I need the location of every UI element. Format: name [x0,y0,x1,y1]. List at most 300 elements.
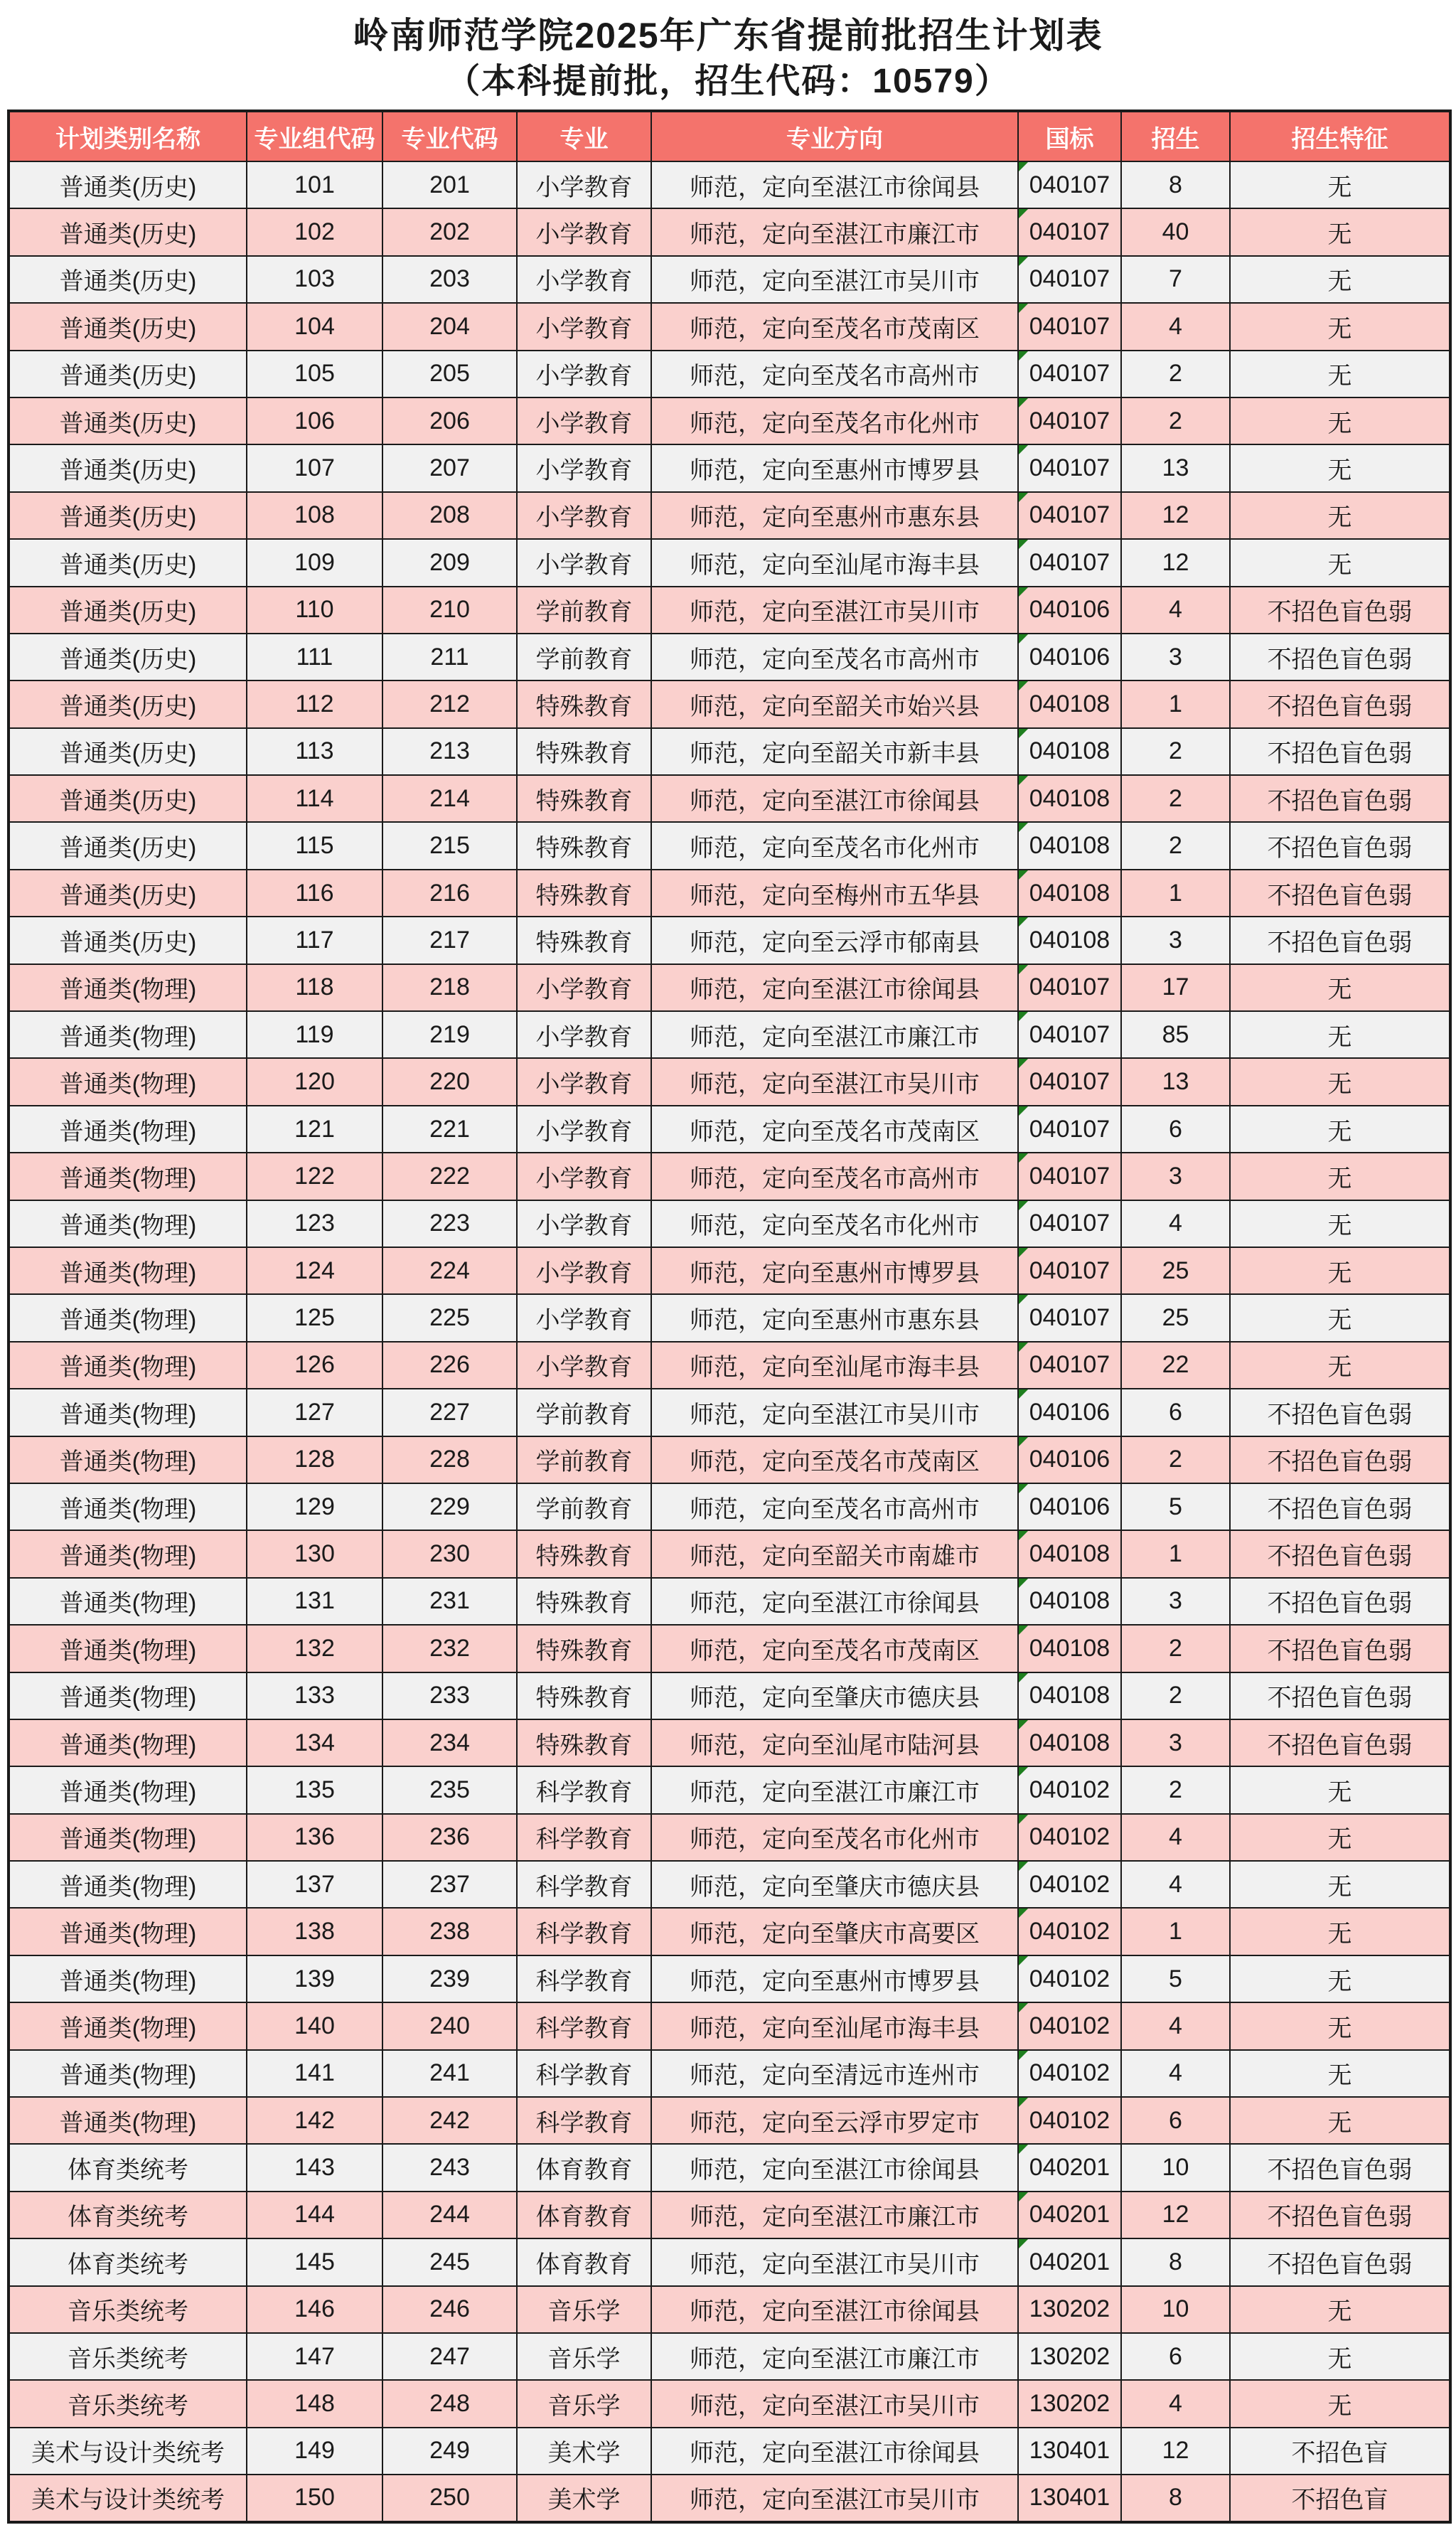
cell-major-code: 243 [382,2144,517,2191]
table-row [9,2002,1450,2049]
cell-major-code: 248 [382,2380,517,2427]
cell-gb-code: 040102 [1018,1955,1121,2002]
cell-direction: 师范，定向至茂名市化州市 [651,1814,1018,1861]
cell-gb-code: 040107 [1018,161,1121,208]
cell-gb-code: 040102 [1018,2097,1121,2144]
cell-group-code: 138 [247,1908,382,1955]
green-corner-flag-icon [1019,540,1028,549]
table-row [9,587,1450,634]
cell-direction: 师范，定向至云浮市罗定市 [651,2097,1018,2144]
cell-feature: 无 [1230,397,1450,444]
cell-gb-code: 040102 [1018,1814,1121,1861]
cell-quota: 85 [1121,1011,1230,1058]
cell-group-code: 140 [247,2002,382,2049]
cell-feature: 不招色盲色弱 [1230,822,1450,869]
cell-feature: 不招色盲色弱 [1230,1672,1450,1719]
cell-category: 普通类(物理) [9,1719,247,1766]
cell-major: 小学教育 [517,256,651,303]
cell-group-code: 114 [247,775,382,822]
cell-feature: 不招色盲 [1230,2475,1450,2521]
cell-major-code: 236 [382,1814,517,1861]
cell-major: 科学教育 [517,1908,651,1955]
green-corner-flag-icon [1019,1201,1028,1210]
cell-category: 美术与设计类统考 [9,2428,247,2475]
green-corner-flag-icon [1019,304,1028,313]
cell-direction: 师范，定向至湛江市廉江市 [651,1011,1018,1058]
table-row [9,208,1450,255]
cell-quota: 22 [1121,1342,1230,1389]
cell-group-code: 132 [247,1625,382,1672]
cell-group-code: 150 [247,2475,382,2521]
cell-major: 小学教育 [517,351,651,397]
cell-group-code: 105 [247,351,382,397]
cell-group-code: 135 [247,1766,382,1813]
cell-feature: 不招色盲色弱 [1230,775,1450,822]
cell-feature: 不招色盲 [1230,2428,1450,2475]
green-corner-flag-icon [1019,1248,1028,1257]
cell-direction: 师范，定向至云浮市郁南县 [651,917,1018,964]
table-row [9,2380,1450,2427]
cell-category: 普通类(历史) [9,870,247,917]
cell-major-code: 201 [382,161,517,208]
cell-quota: 6 [1121,2333,1230,2380]
cell-quota: 40 [1121,208,1230,255]
cell-major: 美术学 [517,2475,651,2521]
cell-major: 科学教育 [517,1766,651,1813]
cell-major-code: 207 [382,444,517,491]
col-header-category: 计划类别名称 [9,111,247,161]
cell-gb-code: 130202 [1018,2380,1121,2427]
cell-gb-code: 040107 [1018,1011,1121,1058]
cell-category: 体育类统考 [9,2144,247,2191]
table-row [9,917,1450,964]
cell-direction: 师范，定向至湛江市吴川市 [651,1389,1018,1436]
cell-gb-code: 130202 [1018,2286,1121,2333]
cell-gb-code: 040107 [1018,964,1121,1011]
table-row [9,964,1450,1011]
cell-group-code: 103 [247,256,382,303]
table-row [9,161,1450,208]
cell-group-code: 146 [247,2286,382,2333]
table-row [9,1625,1450,1672]
cell-category: 普通类(物理) [9,1153,247,1200]
cell-category: 普通类(历史) [9,351,247,397]
cell-group-code: 149 [247,2428,382,2475]
table-row [9,539,1450,586]
cell-direction: 师范，定向至湛江市吴川市 [651,587,1018,634]
cell-feature: 无 [1230,1106,1450,1153]
cell-quota: 13 [1121,1058,1230,1105]
table-row [9,2428,1450,2475]
cell-group-code: 125 [247,1294,382,1341]
cell-gb-code: 040102 [1018,2050,1121,2097]
cell-category: 普通类(物理) [9,1672,247,1719]
table-row [9,1389,1450,1436]
cell-quota: 3 [1121,634,1230,680]
cell-feature: 无 [1230,208,1450,255]
cell-group-code: 143 [247,2144,382,2191]
table-row [9,1483,1450,1530]
cell-quota: 2 [1121,1672,1230,1719]
cell-quota: 4 [1121,1861,1230,1908]
cell-direction: 师范，定向至清远市连州市 [651,2050,1018,2097]
cell-major: 体育教育 [517,2192,651,2238]
cell-feature: 无 [1230,2002,1450,2049]
cell-feature: 不招色盲色弱 [1230,1625,1450,1672]
cell-group-code: 109 [247,539,382,586]
cell-quota: 5 [1121,1955,1230,2002]
cell-major: 特殊教育 [517,1625,651,1672]
cell-category: 普通类(物理) [9,1106,247,1153]
cell-category: 普通类(历史) [9,680,247,727]
green-corner-flag-icon [1019,1956,1028,1965]
col-header-gb: 国标 [1018,111,1121,161]
cell-group-code: 118 [247,964,382,1011]
cell-direction: 师范，定向至肇庆市德庆县 [651,1861,1018,1908]
cell-major: 科学教育 [517,2097,651,2144]
cell-major: 体育教育 [517,2238,651,2285]
cell-group-code: 131 [247,1578,382,1625]
cell-category: 普通类(历史) [9,161,247,208]
green-corner-flag-icon [1019,1059,1028,1068]
cell-category: 体育类统考 [9,2192,247,2238]
cell-direction: 师范，定向至汕尾市海丰县 [651,1342,1018,1389]
green-corner-flag-icon [1019,634,1028,644]
cell-quota: 12 [1121,539,1230,586]
cell-feature: 无 [1230,1955,1450,2002]
cell-group-code: 136 [247,1814,382,1861]
cell-feature: 无 [1230,444,1450,491]
cell-category: 普通类(历史) [9,917,247,964]
cell-major: 小学教育 [517,444,651,491]
cell-category: 普通类(历史) [9,208,247,255]
table-row [9,2144,1450,2191]
cell-direction: 师范，定向至茂名市茂南区 [651,1436,1018,1483]
cell-category: 普通类(物理) [9,1908,247,1955]
cell-gb-code: 040107 [1018,208,1121,255]
cell-group-code: 130 [247,1530,382,1577]
cell-quota: 2 [1121,1766,1230,1813]
cell-feature: 无 [1230,1814,1450,1861]
cell-direction: 师范，定向至惠州市惠东县 [651,492,1018,539]
cell-direction: 师范，定向至湛江市吴川市 [651,1058,1018,1105]
cell-major: 小学教育 [517,964,651,1011]
cell-major: 特殊教育 [517,917,651,964]
table-row [9,351,1450,397]
cell-feature: 无 [1230,964,1450,1011]
cell-gb-code: 040201 [1018,2238,1121,2285]
cell-major-code: 242 [382,2097,517,2144]
cell-quota: 25 [1121,1294,1230,1341]
cell-gb-code: 040107 [1018,1106,1121,1153]
cell-major: 美术学 [517,2428,651,2475]
cell-gb-code: 130401 [1018,2428,1121,2475]
cell-direction: 师范，定向至惠州市博罗县 [651,1247,1018,1294]
table-row [9,1530,1450,1577]
cell-major: 小学教育 [517,1294,651,1341]
cell-major-code: 237 [382,1861,517,1908]
cell-major-code: 203 [382,256,517,303]
cell-quota: 1 [1121,1908,1230,1955]
cell-major: 特殊教育 [517,1578,651,1625]
cell-gb-code: 040108 [1018,917,1121,964]
table-body [9,161,1450,2522]
cell-quota: 1 [1121,680,1230,727]
table-row [9,1153,1450,1200]
green-corner-flag-icon [1019,681,1028,690]
cell-direction: 师范，定向至湛江市徐闻县 [651,1578,1018,1625]
cell-quota: 3 [1121,917,1230,964]
cell-major: 学前教育 [517,1436,651,1483]
table-row [9,1294,1450,1341]
cell-quota: 1 [1121,870,1230,917]
green-corner-flag-icon [1019,1909,1028,1918]
cell-category: 普通类(历史) [9,728,247,775]
cell-major: 科学教育 [517,2050,651,2097]
cell-group-code: 117 [247,917,382,964]
cell-major-code: 233 [382,1672,517,1719]
cell-gb-code: 040108 [1018,870,1121,917]
cell-group-code: 112 [247,680,382,727]
cell-feature: 无 [1230,1058,1450,1105]
cell-direction: 师范，定向至茂名市茂南区 [651,1106,1018,1153]
cell-gb-code: 040108 [1018,822,1121,869]
cell-group-code: 142 [247,2097,382,2144]
table-row [9,1861,1450,1908]
cell-gb-code: 040107 [1018,1294,1121,1341]
cell-feature: 无 [1230,1861,1450,1908]
green-corner-flag-icon [1019,1815,1028,1824]
cell-category: 普通类(物理) [9,1814,247,1861]
cell-gb-code: 040102 [1018,1766,1121,1813]
cell-major: 科学教育 [517,2002,651,2049]
cell-feature: 无 [1230,256,1450,303]
cell-category: 普通类(物理) [9,2050,247,2097]
cell-feature: 无 [1230,492,1450,539]
cell-major: 小学教育 [517,539,651,586]
cell-major-code: 235 [382,1766,517,1813]
cell-quota: 3 [1121,1578,1230,1625]
cell-quota: 2 [1121,822,1230,869]
cell-direction: 师范，定向至汕尾市陆河县 [651,1719,1018,1766]
cell-group-code: 116 [247,870,382,917]
cell-direction: 师范，定向至韶关市新丰县 [651,728,1018,775]
green-corner-flag-icon [1019,1862,1028,1871]
cell-category: 普通类(物理) [9,1530,247,1577]
table-row [9,1578,1450,1625]
cell-major: 小学教育 [517,1342,651,1389]
cell-feature: 无 [1230,351,1450,397]
cell-direction: 师范，定向至湛江市廉江市 [651,2333,1018,2380]
cell-category: 普通类(物理) [9,2002,247,2049]
cell-gb-code: 040108 [1018,1719,1121,1766]
cell-category: 音乐类统考 [9,2380,247,2427]
cell-major: 学前教育 [517,1483,651,1530]
cell-direction: 师范，定向至茂名市化州市 [651,822,1018,869]
cell-major-code: 220 [382,1058,517,1105]
cell-major-code: 234 [382,1719,517,1766]
cell-category: 普通类(物理) [9,1011,247,1058]
cell-direction: 师范，定向至湛江市徐闻县 [651,161,1018,208]
cell-major: 小学教育 [517,1058,651,1105]
cell-gb-code: 040108 [1018,680,1121,727]
col-header-direction: 专业方向 [651,111,1018,161]
cell-major-code: 216 [382,870,517,917]
enrollment-plan-table [7,110,1452,2524]
cell-feature: 无 [1230,2286,1450,2333]
cell-category: 普通类(物理) [9,1058,247,1105]
cell-group-code: 102 [247,208,382,255]
cell-major: 特殊教育 [517,728,651,775]
col-header-major-code: 专业代码 [382,111,517,161]
cell-gb-code: 040102 [1018,2002,1121,2049]
table-row [9,444,1450,491]
cell-category: 普通类(物理) [9,2097,247,2144]
cell-major-code: 212 [382,680,517,727]
cell-category: 普通类(历史) [9,303,247,350]
cell-gb-code: 040108 [1018,728,1121,775]
cell-major-code: 215 [382,822,517,869]
table-row [9,1247,1450,1294]
col-header-feature: 招生特征 [1230,111,1450,161]
cell-group-code: 108 [247,492,382,539]
cell-gb-code: 040107 [1018,1200,1121,1247]
cell-major-code: 208 [382,492,517,539]
cell-group-code: 127 [247,1389,382,1436]
cell-feature: 不招色盲色弱 [1230,1578,1450,1625]
cell-direction: 师范，定向至茂名市高州市 [651,1153,1018,1200]
cell-major: 小学教育 [517,1106,651,1153]
cell-gb-code: 040107 [1018,397,1121,444]
cell-quota: 12 [1121,492,1230,539]
cell-category: 普通类(物理) [9,1200,247,1247]
cell-major: 特殊教育 [517,775,651,822]
cell-category: 音乐类统考 [9,2333,247,2380]
cell-quota: 25 [1121,1247,1230,1294]
cell-feature: 无 [1230,2380,1450,2427]
cell-quota: 4 [1121,2380,1230,2427]
cell-direction: 师范，定向至湛江市徐闻县 [651,2428,1018,2475]
table-row [9,680,1450,727]
cell-major: 音乐学 [517,2380,651,2427]
green-corner-flag-icon [1019,1531,1028,1540]
cell-feature: 无 [1230,539,1450,586]
cell-category: 音乐类统考 [9,2286,247,2333]
cell-quota: 4 [1121,2050,1230,2097]
table-row [9,2097,1450,2144]
cell-direction: 师范，定向至湛江市吴川市 [651,2380,1018,2427]
cell-major-code: 238 [382,1908,517,1955]
page-title: 岭南师范学院2025年广东省提前批招生计划表 [353,16,1103,55]
cell-major-code: 241 [382,2050,517,2097]
cell-quota: 1 [1121,1530,1230,1577]
cell-category: 普通类(物理) [9,1294,247,1341]
cell-gb-code: 040106 [1018,634,1121,680]
cell-major: 特殊教育 [517,822,651,869]
green-corner-flag-icon [1019,2145,1028,2154]
table-row [9,1672,1450,1719]
cell-direction: 师范，定向至湛江市廉江市 [651,208,1018,255]
cell-feature: 无 [1230,161,1450,208]
cell-category: 普通类(历史) [9,256,247,303]
cell-group-code: 110 [247,587,382,634]
cell-feature: 不招色盲色弱 [1230,1719,1450,1766]
green-corner-flag-icon [1019,2239,1028,2248]
cell-quota: 13 [1121,444,1230,491]
green-corner-flag-icon [1019,257,1028,266]
cell-major-code: 211 [382,634,517,680]
green-corner-flag-icon [1019,162,1028,171]
cell-major-code: 239 [382,1955,517,2002]
cell-major: 特殊教育 [517,1719,651,1766]
page-subtitle: （本科提前批，招生代码：10579） [446,63,1010,100]
cell-major-code: 221 [382,1106,517,1153]
cell-category: 普通类(物理) [9,1389,247,1436]
cell-major: 科学教育 [517,1955,651,2002]
cell-gb-code: 040107 [1018,351,1121,397]
cell-quota: 2 [1121,775,1230,822]
cell-feature: 不招色盲色弱 [1230,634,1450,680]
table-row [9,1058,1450,1105]
cell-direction: 师范，定向至湛江市徐闻县 [651,775,1018,822]
cell-direction: 师范，定向至茂名市高州市 [651,351,1018,397]
table-row [9,728,1450,775]
cell-major: 小学教育 [517,1200,651,1247]
cell-group-code: 129 [247,1483,382,1530]
cell-feature: 不招色盲色弱 [1230,917,1450,964]
table-row [9,1106,1450,1153]
table-row [9,2286,1450,2333]
cell-major-code: 249 [382,2428,517,2475]
cell-major-code: 226 [382,1342,517,1389]
cell-quota: 12 [1121,2428,1230,2475]
cell-major: 音乐学 [517,2286,651,2333]
cell-category: 普通类(物理) [9,1578,247,1625]
green-corner-flag-icon [1019,870,1028,880]
cell-feature: 无 [1230,1294,1450,1341]
cell-quota: 10 [1121,2144,1230,2191]
green-corner-flag-icon [1019,1767,1028,1776]
cell-category: 普通类(物理) [9,1955,247,2002]
col-header-group-code: 专业组代码 [247,111,382,161]
cell-major: 科学教育 [517,1814,651,1861]
cell-feature: 无 [1230,2333,1450,2380]
cell-category: 普通类(历史) [9,539,247,586]
col-header-quota: 招生 [1121,111,1230,161]
cell-gb-code: 130202 [1018,2333,1121,2380]
cell-gb-code: 040201 [1018,2192,1121,2238]
cell-quota: 2 [1121,1436,1230,1483]
cell-category: 普通类(历史) [9,587,247,634]
cell-feature: 不招色盲色弱 [1230,2192,1450,2238]
cell-feature: 不招色盲色弱 [1230,1436,1450,1483]
cell-major-code: 214 [382,775,517,822]
cell-direction: 师范，定向至韶关市南雄市 [651,1530,1018,1577]
cell-quota: 3 [1121,1153,1230,1200]
cell-major-code: 244 [382,2192,517,2238]
cell-major: 小学教育 [517,1247,651,1294]
table-row [9,775,1450,822]
cell-major: 小学教育 [517,397,651,444]
cell-gb-code: 040107 [1018,1153,1121,1200]
cell-gb-code: 040106 [1018,587,1121,634]
green-corner-flag-icon [1019,398,1028,407]
table-row [9,2475,1450,2521]
table-row [9,2333,1450,2380]
cell-gb-code: 040107 [1018,303,1121,350]
green-corner-flag-icon [1019,1295,1028,1304]
green-corner-flag-icon [1019,1389,1028,1399]
